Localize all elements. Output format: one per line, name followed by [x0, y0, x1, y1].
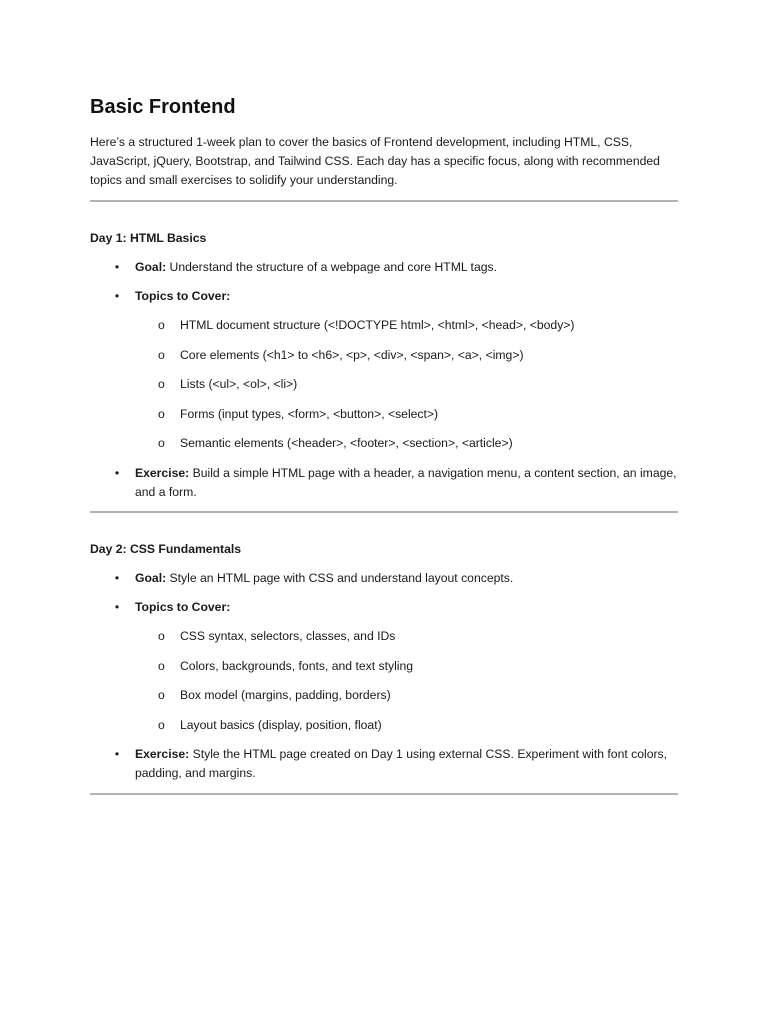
- sub-bullet-marker: o: [158, 688, 165, 702]
- sub-bullet-marker: o: [158, 318, 165, 332]
- horizontal-divider: [90, 511, 678, 513]
- day1-topic-item: Forms (input types, <form>, <button>, <select>): [180, 407, 439, 421]
- bullet-marker: •: [114, 600, 120, 614]
- bullet-marker: •: [114, 571, 120, 585]
- day1-topic-item: HTML document structure (<!DOCTYPE html>, <html>, <head>, <body>): [180, 318, 575, 332]
- day2-topic-item: Box model (margins, padding, borders): [180, 688, 391, 702]
- day2-goal: [135, 569, 678, 588]
- sub-bullet-marker: o: [158, 377, 165, 391]
- day1-topics-heading: [135, 287, 678, 306]
- page-title: Basic Frontend: [90, 96, 236, 118]
- sub-bullet-marker: o: [158, 718, 165, 732]
- exercise-label: Exercise:: [135, 466, 190, 480]
- day2-heading: Day 2: CSS Fundamentals: [90, 542, 242, 556]
- day2-exercise: [135, 745, 678, 783]
- intro-paragraph: Here’s a structured 1-week plan to cover the basics of Frontend development, including HTML, CSS, JavaScript, jQuery, Bootstrap, and Tailwind CSS. Each day has a specific focus, along with recommended topics and small exercises to solidify your understanding.: [90, 135, 660, 187]
- sub-bullet-marker: o: [158, 629, 165, 643]
- horizontal-divider: [90, 200, 678, 202]
- bullet-marker: •: [114, 289, 120, 303]
- day1-topic-item: Semantic elements (<header>, <footer>, <section>, <article>): [180, 436, 513, 450]
- day1-topic-item: Lists (<ul>, <ol>, <li>): [180, 377, 298, 391]
- sub-bullet-marker: o: [158, 436, 165, 450]
- bullet-marker: •: [114, 747, 120, 761]
- day1-heading: Day 1: HTML Basics: [90, 231, 207, 245]
- goal-label: Goal:: [135, 260, 167, 274]
- sub-bullet-marker: o: [158, 659, 165, 673]
- topics-label: Topics to Cover:: [135, 600, 231, 614]
- topics-label: Topics to Cover:: [135, 289, 231, 303]
- day1-topic-item: Core elements (<h1> to <h6>, <p>, <div>, <span>, <a>, <img>): [180, 348, 524, 362]
- day1-exercise: [135, 464, 678, 502]
- goal-text: Understand the structure of a webpage and core HTML tags.: [166, 260, 497, 274]
- sub-bullet-marker: o: [158, 407, 165, 421]
- day2-topic-item: CSS syntax, selectors, classes, and IDs: [180, 629, 396, 643]
- bullet-marker: •: [114, 260, 120, 274]
- horizontal-divider: [90, 793, 678, 795]
- sub-bullet-marker: o: [158, 348, 165, 362]
- exercise-label: Exercise:: [135, 747, 190, 761]
- day2-topics-heading: [135, 598, 678, 617]
- goal-label: Goal:: [135, 571, 167, 585]
- exercise-text: Build a simple HTML page with a header, a navigation menu, a content section, an image, and a form.: [135, 466, 677, 499]
- day1-goal: [135, 258, 678, 277]
- day2-topic-item: Colors, backgrounds, fonts, and text styling: [180, 659, 414, 673]
- goal-text: Style an HTML page with CSS and understand layout concepts.: [166, 571, 514, 585]
- day2-topic-item: Layout basics (display, position, float): [180, 718, 382, 732]
- bullet-marker: •: [114, 466, 120, 480]
- exercise-text: Style the HTML page created on Day 1 using external CSS. Experiment with font colors, padding, and margins.: [135, 747, 668, 780]
